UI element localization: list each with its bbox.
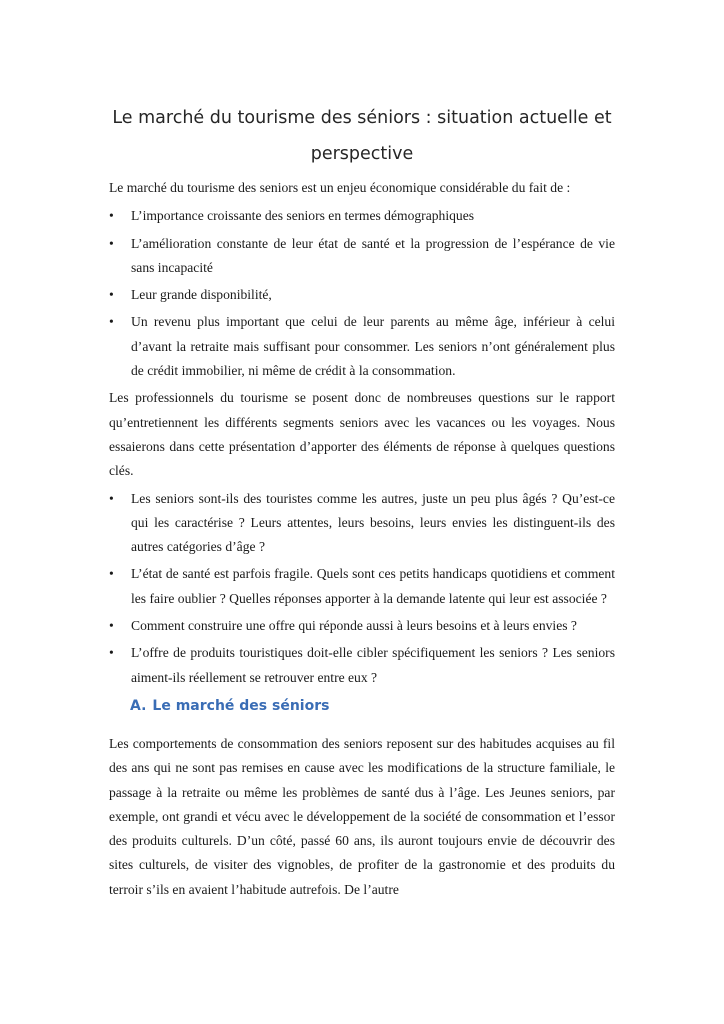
list-item	[109, 232, 615, 281]
document-body	[109, 176, 615, 902]
list-item-text: L’offre de produits touristiques doit-elle cibler spécifiquement les seniors ? Les seniors aiment-ils réellement se retrouver entre eux ?	[131, 645, 615, 685]
bullet-icon: •	[109, 235, 114, 251]
bullet-icon: •	[109, 645, 114, 661]
bullet-icon: •	[109, 314, 114, 330]
list-item-text: Un revenu plus important que celui de leur parents au même âge, inférieur à celui d’avant la retraite mais suffisant pour consommer. Les seniors n’ont généralement plus de crédit immobilier, ni même de crédit à la consommation.	[131, 314, 615, 379]
list-item	[109, 310, 615, 383]
bullet-icon: •	[109, 618, 114, 634]
list-item-text: Les seniors sont-ils des touristes comme les autres, juste un peu plus âgés ? Qu’est-ce qui les caractérise ? Leurs attentes, leurs besoins, leurs envies les distinguent-ils des autres catégories d’âge ?	[131, 490, 615, 555]
list-item-text: Leur grande disponibilité,	[131, 287, 272, 303]
list-item-text: Comment construire une offre qui réponde aussi à leurs besoins et à leurs envies ?	[131, 618, 577, 634]
bullet-icon: •	[109, 208, 114, 224]
section-heading	[130, 694, 615, 718]
section-heading-text: Le marché des séniors	[152, 697, 330, 714]
document-title: Le marché du tourisme des séniors : situation actuelle et perspective	[112, 108, 612, 164]
list-item-text: L’amélioration constante de leur état de santé et la progression de l’espérance de vie sans incapacité	[131, 235, 615, 275]
list-item	[109, 614, 615, 638]
list-item	[109, 562, 615, 611]
intro-paragraph: Le marché du tourisme des seniors est un enjeu économique considérable du fait de :	[109, 180, 571, 195]
questions-paragraph: Les professionnels du tourisme se posent donc de nombreuses questions sur le rapport qu’entretiennent les différents segments seniors avec les vacances ou les voyages. Nous essaierons dans cette présentation d’apporter des éléments de réponse à quelques questions clés.	[109, 390, 615, 479]
bullet-icon: •	[109, 490, 114, 506]
list-item	[109, 204, 615, 228]
list-item-text: L’état de santé est parfois fragile. Quels sont ces petits handicaps quotidiens et comment les faire oublier ? Quelles réponses apporter à la demande latente qui leur est associée ?	[131, 566, 615, 606]
bullet-icon: •	[109, 287, 114, 303]
list-item-text: L’importance croissante des seniors en termes démographiques	[131, 208, 475, 224]
reasons-bullet-list	[109, 204, 615, 383]
bullet-icon: •	[109, 566, 114, 582]
list-item	[109, 641, 615, 690]
section-letter: A.	[130, 697, 147, 714]
questions-bullet-list	[109, 487, 615, 690]
market-paragraph: Les comportements de consommation des seniors reposent sur des habitudes acquises au fil des ans qui ne sont pas remises en cause avec les modifications de la structure familiale, le passage à la retraite ou même les problèmes de santé dus à l’âge. Les Jeunes seniors, par exemple, ont grandi et vécu avec le développement de la société de consommation et l’essor des produits culturels. D’un côté, passé 60 ans, ils auront toujours envie de découvrir des sites culturels, de visiter des vignobles, de profiter de la gastronomie et des produits du terroir s’ils en avaient l’habitude autrefois. De l’autre	[109, 735, 615, 897]
list-item	[109, 487, 615, 560]
list-item	[109, 283, 615, 307]
